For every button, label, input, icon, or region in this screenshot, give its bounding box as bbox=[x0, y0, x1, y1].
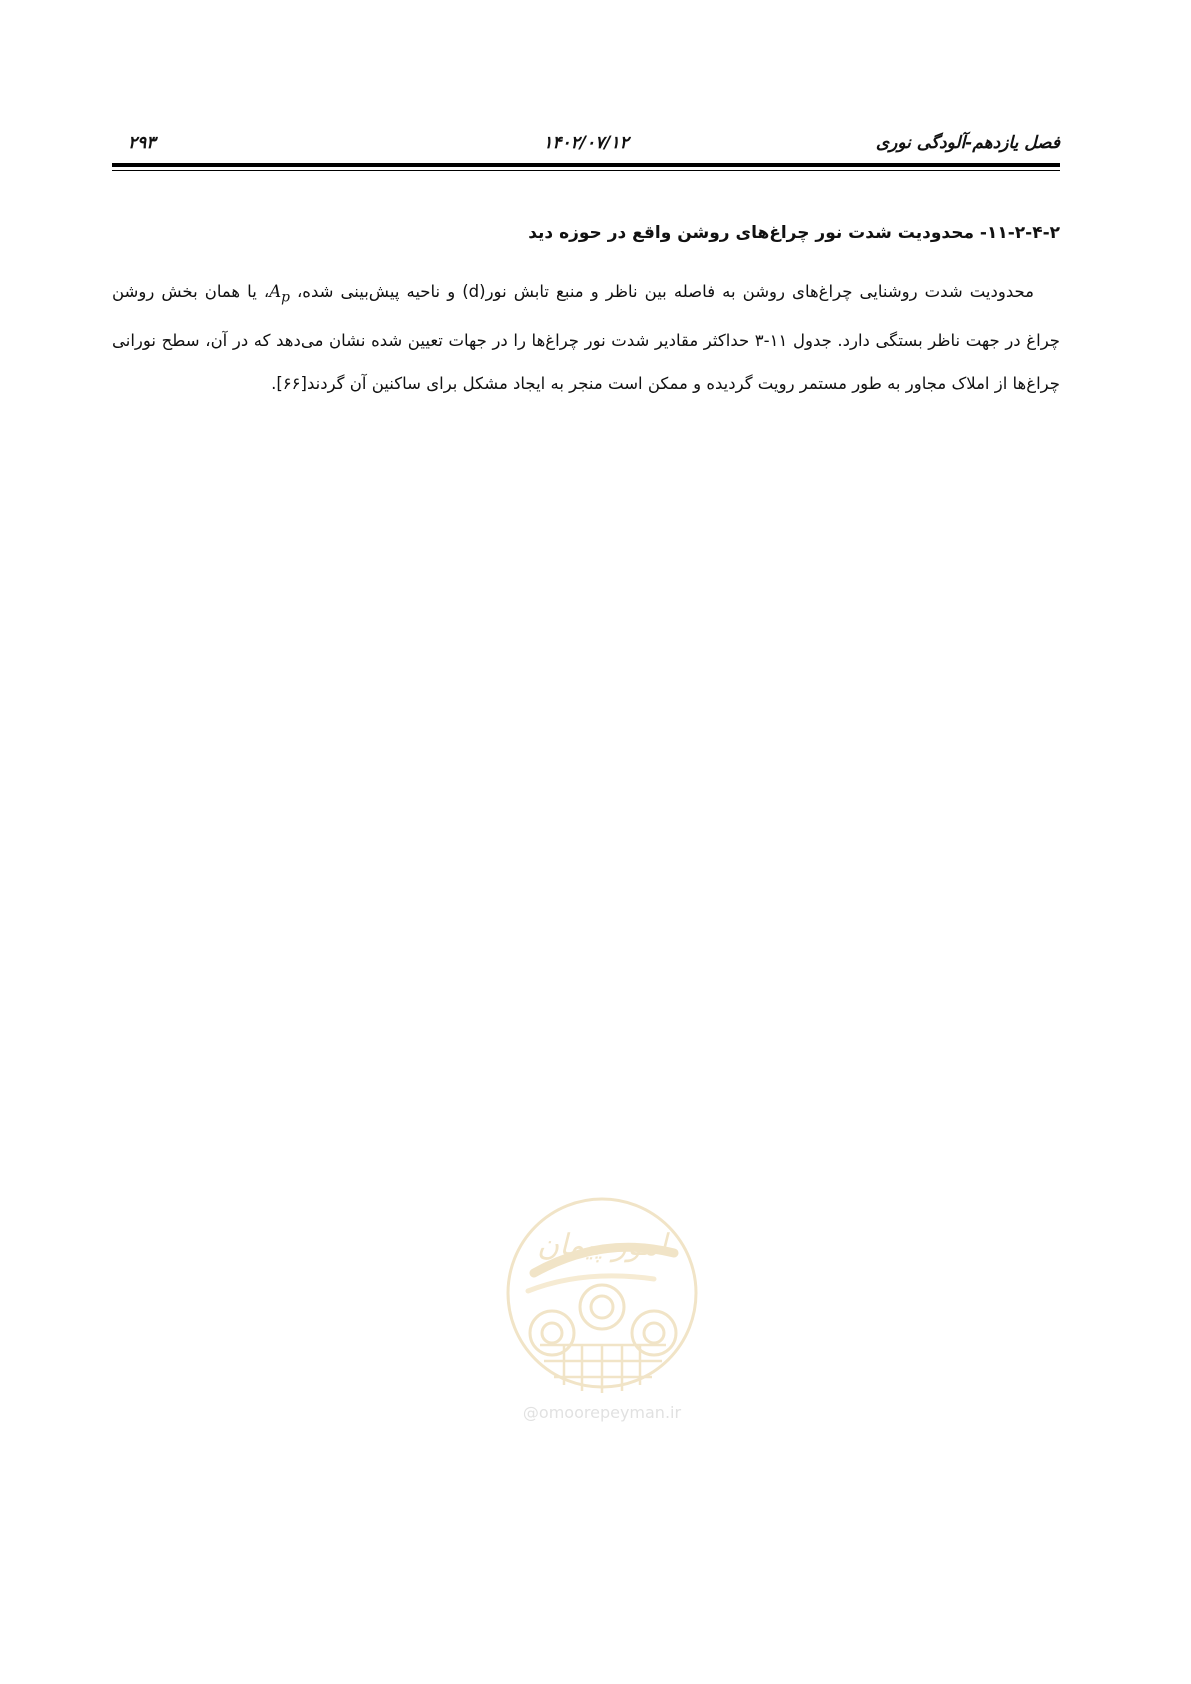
watermark-logo-text: امور پیمان bbox=[537, 1228, 667, 1263]
body-text-part2: ، یا همان بخش روشن چراغ در جهت ناظر بستگی دارد. جدول ۱۱-۳ حداکثر مقادیر شدت نور چراغ‌ها را در جهات تعیین شده نشان می‌دهد که در آن، سطح نورانی چراغ‌ها از املاک مجاور به طور مستمر رویت گردیده و ممکن است منجر به ایجاد مشکل برای ساکنین آن گردند[۶۶]. bbox=[112, 282, 1060, 394]
header-rule-thick bbox=[112, 163, 1060, 167]
watermark bbox=[504, 1195, 700, 1435]
watermark-logo-icon bbox=[504, 1195, 700, 1401]
page-header bbox=[112, 128, 1060, 158]
chapter-title: فصل یازدهم-آلودگی نوری bbox=[875, 133, 1060, 153]
section-heading: ۱۱-۲-۴-۲- محدودیت شدت نور چراغ‌های روشن واقع در حوزه دید bbox=[528, 223, 1060, 243]
math-symbol-ap: $A_p$ bbox=[269, 282, 290, 306]
body-paragraph bbox=[112, 270, 1060, 405]
body-text-part1: محدودیت شدت روشنایی چراغ‌های روشن به فاصله بین ناظر و منبع تابش نور(d) و ناحیه پیش‌بینی شده، bbox=[289, 282, 1034, 301]
header-rule-thin bbox=[112, 170, 1060, 171]
watermark-url: @omoorepeyman.ir bbox=[522, 1403, 682, 1422]
header-date: ۱۴۰۲/۰۷/۱۲ bbox=[543, 133, 629, 153]
page-number: ۲۹۳ bbox=[128, 133, 156, 153]
